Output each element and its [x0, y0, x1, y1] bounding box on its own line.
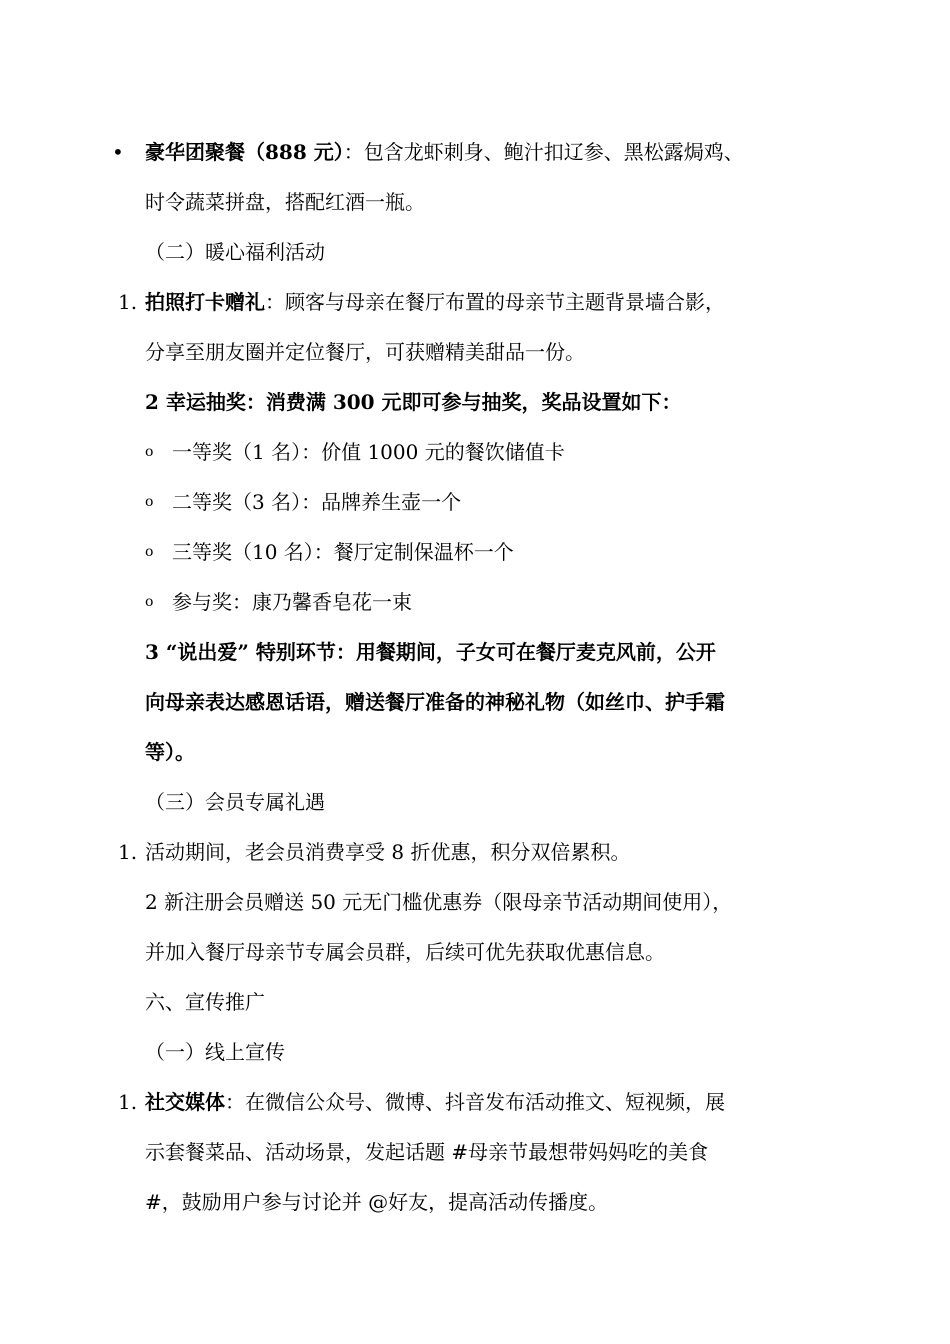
section-heading-3: （三）会员专属礼遇 [145, 790, 325, 814]
photo-title: 拍照打卡赠礼 [145, 290, 265, 314]
member-item-1: 活动期间，老会员消费享受 8 折优惠，积分双倍累积。 [145, 840, 631, 864]
photo-text-1: ：顾客与母亲在餐厅布置的母亲节主题背景墙合影， [265, 290, 725, 314]
member-item-2-line-2: 并加入餐厅母亲节专属会员群，后续可优先获取优惠信息。 [145, 940, 665, 964]
lottery-heading: 2 幸运抽奖：消费满 300 元即可参与抽奖，奖品设置如下： [145, 390, 682, 414]
circle-marker: o [145, 594, 154, 610]
banquet-title: 豪华团聚餐（888 元） [145, 140, 344, 164]
social-line-3: #，鼓励用户参与讨论并 @好友，提高活动传播度。 [145, 1190, 609, 1214]
prize-item: 参与奖：康乃馨香皂花一束 [172, 590, 412, 614]
love-line-2: 向母亲表达感恩话语，赠送餐厅准备的神秘礼物（如丝巾、护手霜 [145, 690, 725, 714]
social-title: 社交媒体 [145, 1090, 225, 1114]
love-line-3: 等）。 [145, 740, 195, 764]
banquet-text-1: ：包含龙虾刺身、鲍汁扣辽参、黑松露焗鸡、 [343, 140, 744, 164]
circle-marker: o [145, 444, 154, 460]
section-heading-2: （二）暖心福利活动 [145, 240, 325, 264]
social-line-2: 示套餐菜品、活动场景，发起话题 #母亲节最想带妈妈吃的美食 [145, 1140, 709, 1164]
bullet-marker: • [112, 140, 124, 164]
circle-marker: o [145, 544, 154, 560]
love-line-1: 3 “说出爱” 特别环节：用餐期间，子女可在餐厅麦克风前，公开 [145, 640, 716, 664]
list-number-1: 1. [118, 1090, 138, 1114]
photo-line-2: 分享至朋友圈并定位餐厅，可获赠精美甜品一份。 [145, 340, 585, 364]
prize-item: 二等奖（3 名）：品牌养生壶一个 [172, 490, 462, 514]
section-heading-6: 六、宣传推广 [145, 990, 265, 1014]
circle-marker: o [145, 494, 154, 510]
banquet-line-1 [145, 137, 744, 167]
member-item-2-line-1: 2 新注册会员赠送 50 元无门槛优惠券（限母亲节活动期间使用）， [145, 890, 733, 914]
banquet-line-2: 时令蔬菜拼盘，搭配红酒一瓶。 [145, 190, 425, 214]
photo-line-1 [145, 287, 725, 317]
prize-item: 一等奖（1 名）：价值 1000 元的餐饮储值卡 [172, 440, 565, 464]
section-heading-6-1: （一）线上宣传 [145, 1040, 285, 1064]
social-text-1: ：在微信公众号、微博、抖音发布活动推文、短视频，展 [225, 1090, 725, 1114]
prize-item: 三等奖（10 名）：餐厅定制保温杯一个 [172, 540, 514, 564]
list-number-1: 1. [118, 840, 138, 864]
social-line-1 [145, 1087, 725, 1117]
list-number-1: 1. [118, 290, 138, 314]
